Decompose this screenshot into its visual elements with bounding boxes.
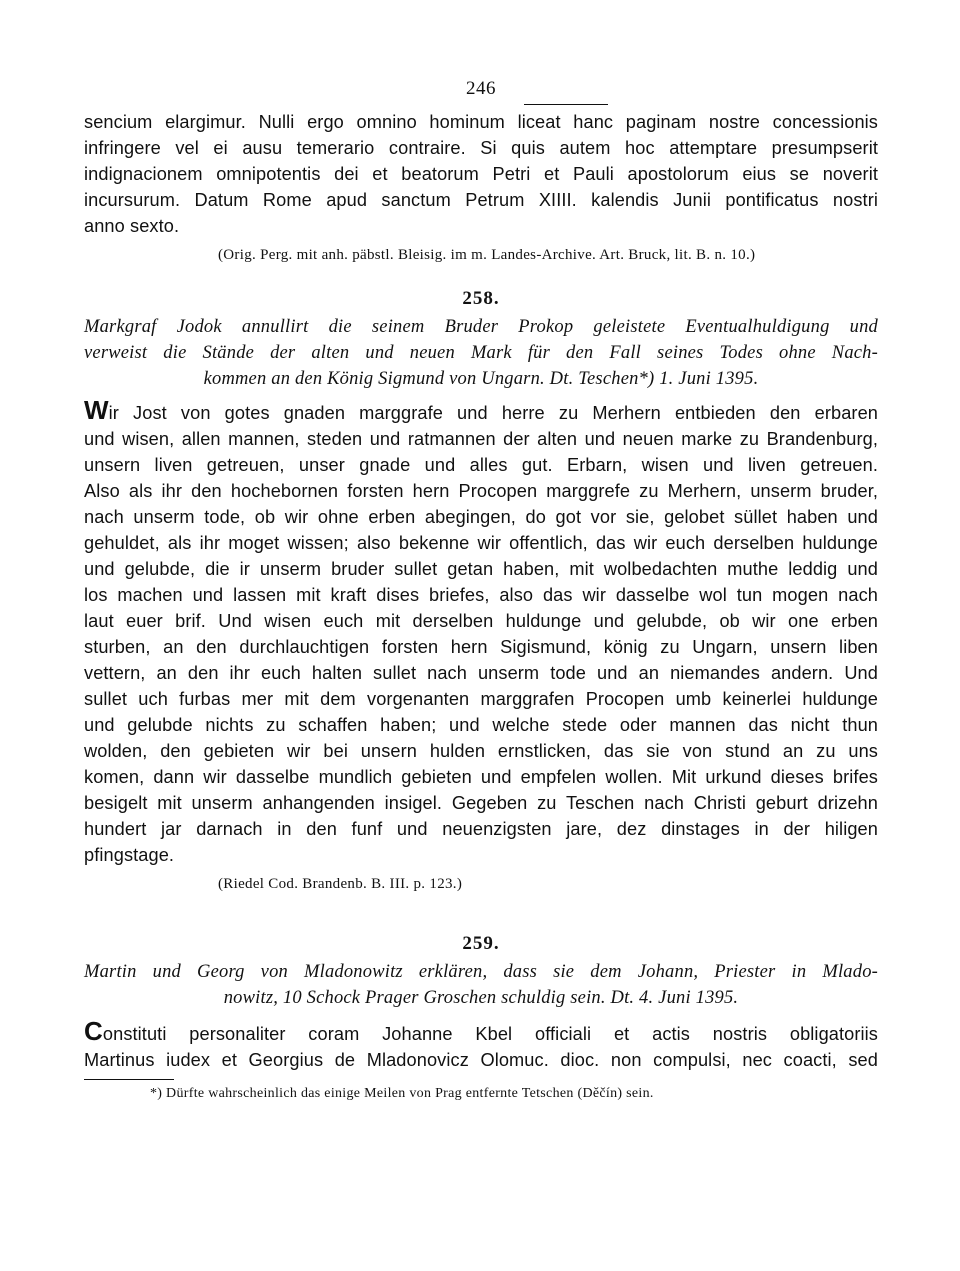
page-number-rule xyxy=(524,104,608,105)
text-line: sullet uch furbas mer mit dem vorgenanten marggrafen Procopen umb keinerlei huldunge xyxy=(84,689,878,709)
text-line: pfingstage. xyxy=(84,845,175,865)
text-line: sturben, an den durchlauchtigen forsten hern Sigismund, könig zu Ungarn, unsern liben xyxy=(84,637,878,657)
document-number-258: 258. xyxy=(462,288,500,309)
heading-line: Martin und Georg von Mladonowitz erklären, dass sie dem Johann, Priester in Mlado- xyxy=(84,962,878,982)
text-line: infringere vel ei ausu temerario contraire. Si quis autem hoc attemptare presumpserit xyxy=(84,138,878,158)
text-line: anno sexto. xyxy=(84,216,180,236)
initial-letter: C xyxy=(84,1016,103,1046)
first-line-text: onstituti personaliter coram Johanne Kbel officiali et actis nostris obligatoriis xyxy=(102,1024,878,1044)
text-line: indignacionem omnipotentis dei et beatorum Petri et Pauli apostolorum eius se noverit xyxy=(84,164,878,184)
text-line: Martinus iudex et Georgius de Mladonovicz Olomuc. dioc. non compulsi, nec coacti, sed xyxy=(84,1050,878,1070)
first-line xyxy=(84,395,878,426)
footnote-rule xyxy=(84,1079,174,1080)
text-line: laut euer brif. Und wisen euch mit derselben huldunge und gelubde, ob wir one erben xyxy=(84,611,878,631)
document-body-259 xyxy=(84,1016,878,1073)
heading-line: Markgraf Jodok annullirt die seinem Bruder Prokop geleistete Eventualhuldigung und xyxy=(84,317,878,337)
text-line: incursurum. Datum Rome apud sanctum Petrum XIIII. kalendis Junii pontificatus nostri xyxy=(84,190,878,210)
initial-letter: W xyxy=(84,395,109,425)
source-citation-258: (Riedel Cod. Brandenb. B. III. p. 123.) xyxy=(218,876,463,892)
heading-line: verweist die Stände der alten und neuen Mark für den Fall seines Todes ohne Nach- xyxy=(84,343,878,363)
footnote: *) Dürfte wahrscheinlich das einige Meilen von Prag entfernte Tetschen (Děčín) sein. xyxy=(150,1086,654,1101)
text-line: wolden, den gebieten wir bei unsern hulden ernstlicken, das sie von stund an zu uns xyxy=(84,741,878,761)
document-heading-259 xyxy=(84,959,878,1011)
document-number-259: 259. xyxy=(462,933,500,954)
first-line xyxy=(84,1016,878,1047)
first-line-text: ir Jost von gotes gnaden marggrafe und herre zu Merhern entbieden den erbaren xyxy=(108,403,878,423)
text-line: und gelubde nichts zu schaffen haben; und welche stede oder mannen das nicht thun xyxy=(84,715,878,735)
text-line: und gelubde, die ir unserm bruder sullet getan haben, mit wolbedachten muthe leddig und xyxy=(84,559,878,579)
text-line: unsern liven getreuen, unser gnade und alles gut. Erbarn, wisen und liven getreuen. xyxy=(84,455,878,475)
text-line: besigelt mit unserm anhangenden insigel. Gegeben zu Teschen nach Christi geburt drizehn xyxy=(84,793,878,813)
page-number: 246 xyxy=(466,78,496,99)
document-heading-258 xyxy=(84,314,878,392)
continued-text xyxy=(84,109,878,239)
text-line: los machen und lassen mit kraft dises briefes, also das wir dasselbe wol tun mogen nach xyxy=(84,585,878,605)
text-line: und wisen, allen mannen, steden und ratmannen der alten und neuen marke zu Brandenburg, xyxy=(84,429,878,449)
heading-line: kommen an den König Sigmund von Ungarn. Dt. Teschen*) 1. Juni 1395. xyxy=(203,369,759,389)
text-line: komen, dann wir dasselbe mundlich gebieten und empfelen wollen. Mit urkund dieses brifes xyxy=(84,767,878,787)
heading-line: nowitz, 10 Schock Prager Groschen schuldig sein. Dt. 4. Juni 1395. xyxy=(223,988,739,1008)
source-citation-1: (Orig. Perg. mit anh. päbstl. Bleisig. im m. Landes-Archive. Art. Bruck, lit. B. n. 10.) xyxy=(218,247,756,263)
text-line: nach unserm tode, ob wir ohne erben abegingen, do got vor sie, gelobet süllet haben und xyxy=(84,507,878,527)
book-page xyxy=(84,78,878,1102)
text-line: Also als ihr den hochebornen forsten hern Procopen marggrefe zu Merhern, unserm bruder, xyxy=(84,481,878,501)
text-line: gehuldet, als ihr moget wissen; also bekenne wir offentlich, das wir euch derselben huldunge xyxy=(84,533,878,553)
text-line: sencium elargimur. Nulli ergo omnino hominum liceat hanc paginam nostre concessionis xyxy=(84,112,878,132)
text-line: vettern, an den ihr euch halten sullet nach unserm tode und an niemandes andern. Und xyxy=(84,663,878,683)
document-body-258 xyxy=(84,395,878,868)
text-line: hundert jar darnach in den funf und neuenzigsten jare, dez dinstages in der hiligen xyxy=(84,819,878,839)
